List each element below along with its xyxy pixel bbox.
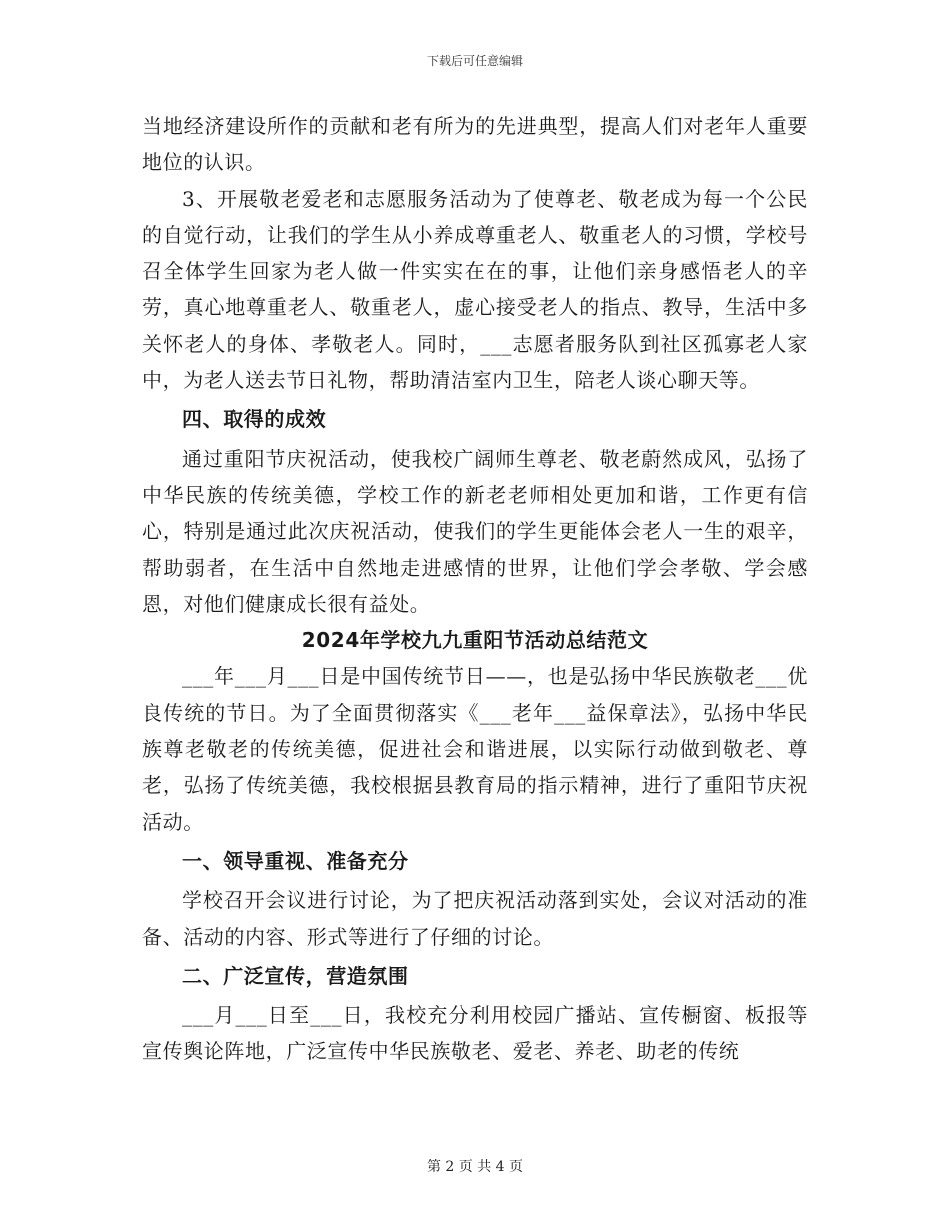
document-title: 2024年学校九九重阳节活动总结范文: [301, 628, 649, 653]
page-number: 第 2 页 共 4 页: [426, 1159, 524, 1175]
paragraph-results: 通过重阳节庆祝活动，使我校广阔师生尊老、敬老蔚然成风，弘扬了中华民族的传统美德，学校工作的新老老师相处更加和谐，工作更有信心，特别是通过此次庆祝活动，使我们的学生更能体会老人一生的艰辛，帮助弱者，在生活中自然地走进感情的世界，让他们学会孝敬、学会感恩，对他们健康成长很有益处。: [142, 446, 808, 616]
paragraph-volunteer-activity: 3、开展敬老爱老和志愿服务活动为了使尊老、敬老成为每一个公民的自觉行动，让我们的学生从小养成尊重老人、敬重老人的习惯，学校号召全体学生回家为老人做一件实实在在的事，让他们亲身感悟老人的辛劳，真心地尊重老人、敬重老人，虚心接受老人的指点、教导，生活中多关怀老人的身体、孝敬老人。同时，___志愿者服务队到社区孤寡老人家中，为老人送去节日礼物，帮助清洁室内卫生，陪老人谈心聊天等。: [142, 186, 808, 393]
section-heading-results: 四、取得的成效: [182, 407, 327, 432]
paragraph-continuation: 当地经济建设所作的贡献和老有所为的先进典型，提高人们对老年人重要地位的认识。: [142, 114, 808, 175]
section-heading-leadership: 一、领导重视、准备充分: [182, 848, 409, 873]
paragraph-meeting: 学校召开会议进行讨论，为了把庆祝活动落到实处，会议对活动的准备、活动的内容、形式等进行了仔细的讨论。: [142, 888, 808, 949]
paragraph-intro: ___年___月___日是中国传统节日——，也是弘扬中华民族敬老___优良传统的节日。为了全面贯彻落实《___老年___益保章法》，弘扬中华民族尊老敬老的传统美德，促进社会和谐进展，以实际行动做到敬老、尊老，弘扬了传统美德，我校根据县教育局的指示精神，进行了重阳节庆祝活动。: [142, 664, 808, 834]
document-body: [142, 108, 808, 1070]
page-header-note: 下载后可任意编辑: [426, 54, 523, 68]
section-heading-publicity: 二、广泛宣传，营造氛围: [182, 963, 409, 988]
paragraph-publicity: ___月___日至___日，我校充分利用校园广播站、宣传橱窗、板报等宣传舆论阵地，广泛宣传中华民族敬老、爱老、养老、助老的传统: [142, 1003, 808, 1064]
